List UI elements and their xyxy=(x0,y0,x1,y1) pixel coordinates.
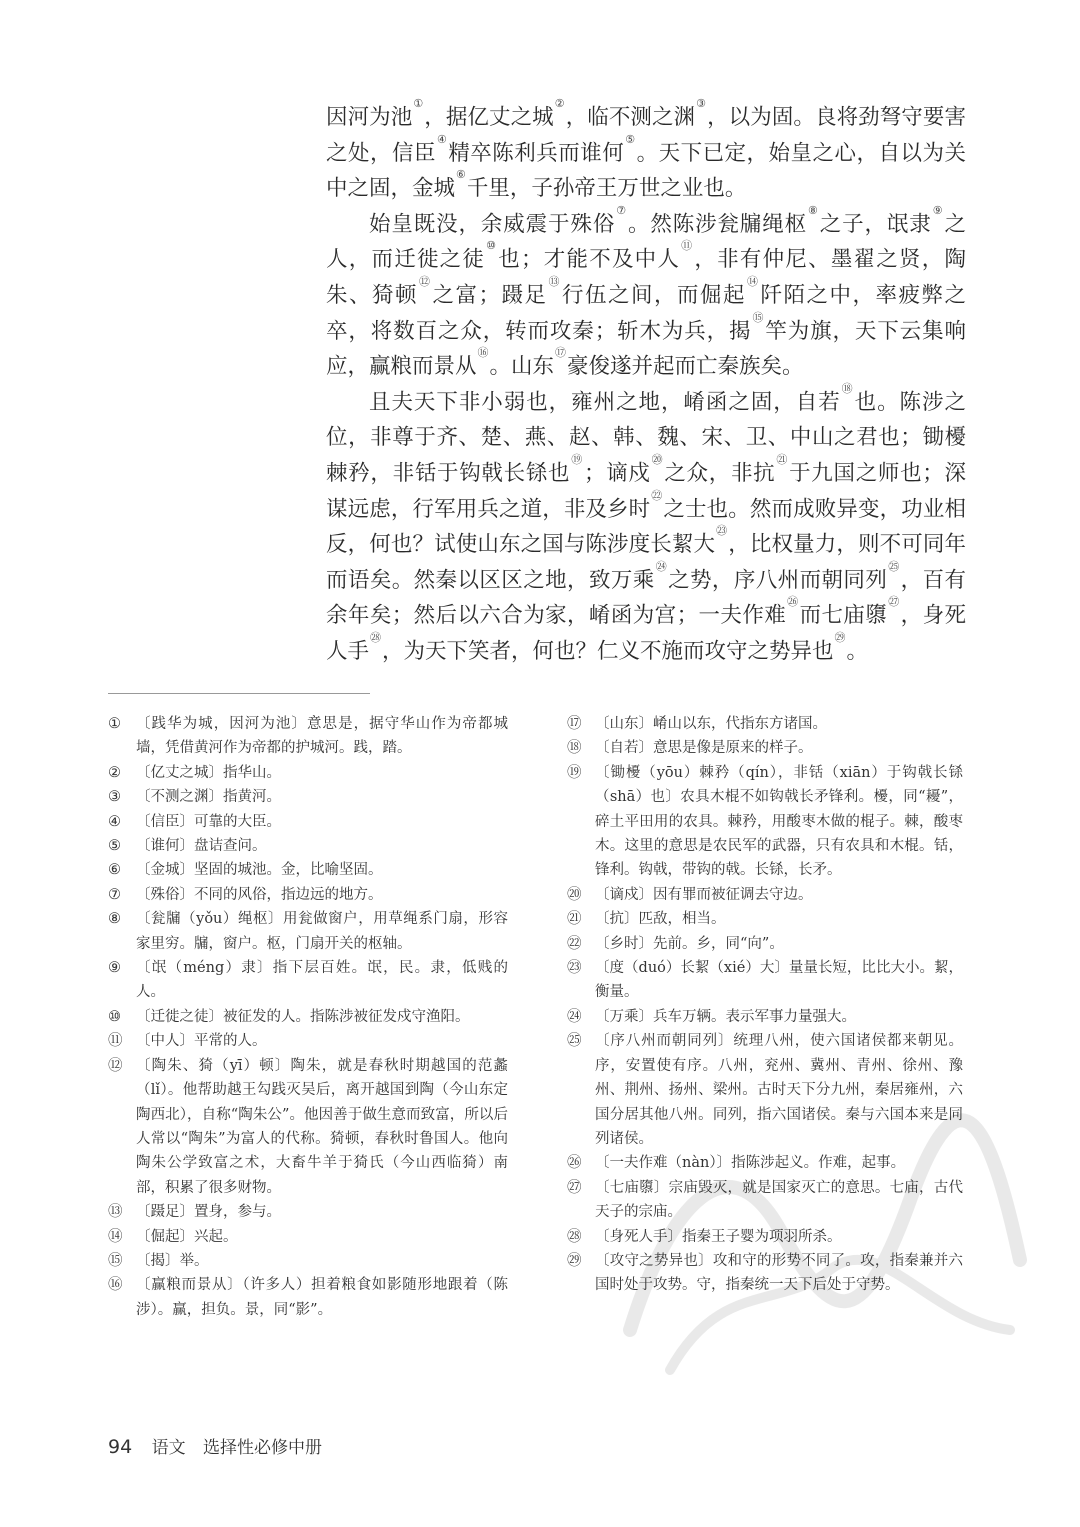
footnote-number: ① xyxy=(108,716,121,732)
footnote-number: ⑥ xyxy=(108,862,121,879)
text-segment: 豪俊遂并起而亡秦族矣。 xyxy=(567,354,804,380)
footnote-number: ㉒ xyxy=(567,935,582,952)
footnote-number: ⑱ xyxy=(567,740,582,757)
footnote-number: ㉑ xyxy=(567,911,582,928)
text-segment: ，百有余年矣；然后以六合为家，崤函为宫；一夫作难 xyxy=(326,567,966,629)
text-segment: 之势，序八州而朝同列 xyxy=(668,567,888,593)
footnote-marker: ⑥ xyxy=(456,168,466,182)
footnote-text: 〔陶朱、猗（yī）顿〕陶朱，就是春秋时期越国的范蠡（lǐ）。他帮助越王勾践灭吴后，离开越国到陶（今山东定陶西北），自称“陶朱公”。他因善于做生意而致富，所以后人常以“陶朱”为富人的代称。猗顿，春秋时鲁国人。他向陶朱公学致富之术，大畜牛羊于猗氏（今山西临猗）南部，积累了很多财物。 xyxy=(136,1057,508,1196)
footnote-number: ⑬ xyxy=(108,1204,123,1221)
footnote-number: ⑮ xyxy=(108,1252,123,1269)
footnote-text: 〔倔起〕兴起。 xyxy=(136,1228,238,1245)
text-segment: 因河为池 xyxy=(326,105,413,130)
footnote-item xyxy=(567,1151,963,1175)
footnote-item xyxy=(567,932,963,956)
footnote-item xyxy=(108,1225,508,1249)
notes-right-column xyxy=(567,712,963,1298)
text-segment: 阡陌之中，率疲弊之卒，将数百之众，转而攻秦；斩木为兵，揭 xyxy=(326,282,966,344)
footnote-item xyxy=(567,712,963,736)
footnote-number: ② xyxy=(108,764,121,781)
footnote-marker: ㉘ xyxy=(370,630,382,644)
footnote-text: 〔殊俗〕不同的风俗，指边远的地方。 xyxy=(136,886,383,903)
footnote-item xyxy=(567,956,963,1005)
footnote-text: 〔瓮牖（yǒu）绳枢〕用瓮做窗户，用草绳系门扇，形容家里穷。牖，窗户。枢，门扇开关的枢轴。 xyxy=(136,911,508,952)
footnote-item xyxy=(108,712,508,761)
footnote-item xyxy=(567,1005,963,1029)
footnote-text: 〔身死人手〕指秦王子婴为项羽所杀。 xyxy=(595,1228,842,1245)
footnote-number: ㉖ xyxy=(567,1155,582,1172)
footnote-number: ⑲ xyxy=(567,764,582,781)
text-segment: 始皇既没，余威震于殊俗 xyxy=(369,211,616,237)
footnote-number: ⑦ xyxy=(108,886,121,903)
footnote-number: ㉓ xyxy=(567,960,582,977)
footnote-text: 〔抗〕匹敌，相当。 xyxy=(595,911,726,928)
footnote-marker: ㉑ xyxy=(776,452,789,466)
footnote-item xyxy=(108,956,508,1005)
footnote-marker: ㉗ xyxy=(888,595,900,609)
footnote-item xyxy=(108,1029,508,1053)
footnote-item xyxy=(108,834,508,858)
notes-left-column xyxy=(108,712,508,1322)
footnote-item xyxy=(108,1054,508,1200)
footnote-marker: ⑬ xyxy=(548,274,561,288)
text-segment: 。 xyxy=(846,638,869,664)
footnote-text: 〔度（duó）长絜（xié）大〕量量长短，比比大小。絜，衡量。 xyxy=(595,960,963,1001)
footnote-text: 〔攻守之势异也〕攻和守的形势不同了。攻，指秦兼并六国时处于攻势。守，指秦统一天下后处于守势。 xyxy=(595,1252,963,1294)
footnote-text: 〔七庙隳〕宗庙毁灭，就是国家灭亡的意思。七庙，古代天子的宗庙。 xyxy=(595,1179,963,1221)
footnote-item xyxy=(108,1200,508,1224)
book-title: 选择性必修中册 xyxy=(203,1438,322,1458)
footnote-item xyxy=(567,1029,963,1151)
footnote-text: 〔金城〕坚固的城池。金，比喻坚固。 xyxy=(136,862,383,879)
footnote-number: ㉘ xyxy=(567,1228,582,1245)
footnote-item xyxy=(567,883,963,907)
footnote-marker: ㉙ xyxy=(834,630,846,644)
text-segment: 也；才能不及中人 xyxy=(498,247,681,273)
footnote-number: ③ xyxy=(108,789,121,806)
footnote-number: ⑳ xyxy=(567,886,582,903)
text-segment: ；谪戍 xyxy=(583,460,651,486)
footnote-number: ㉔ xyxy=(567,1008,582,1025)
text-segment: 行伍之间，而倔起 xyxy=(562,282,746,308)
footnote-marker: ㉔ xyxy=(655,559,668,573)
subject-label: 语文 xyxy=(151,1438,186,1458)
footnote-text: 〔践华为城，因河为池〕意思是，据守华山作为帝都城墙，凭借黄河作为帝都的护城河。践，踏。 xyxy=(136,716,508,757)
text-segment: 。然陈涉瓮牖绳枢 xyxy=(627,211,808,237)
footnote-marker: ⑱ xyxy=(841,381,854,395)
footnote-marker: ⑭ xyxy=(746,274,760,288)
paragraph-1 xyxy=(326,97,966,207)
text-segment: ，比权量力，则不可同年而语矣。然秦以区区之地，致万乘 xyxy=(326,532,966,593)
text-segment: 竿为旗，天下云集响应，赢粮而景从 xyxy=(326,318,966,380)
footnote-text: 〔锄櫌（yōu）棘矜（qín），非铦（xiān）于钩戟长铩（shā）也〕农具木棍不如钩戟长矛锋利。櫌，同“耰”，碎土平田用的农具。棘矜，用酸枣木做的棍子。棘，酸枣木。这里的意思是农民军的武器，只有农具和木棍。铦，锋利。钩戟，带钩的戟。长铩，长矛。 xyxy=(595,764,963,879)
text-segment: 千里，子孙帝王万世之业也。 xyxy=(466,176,747,202)
text-segment: ，非有仲尼、墨翟之贤，陶朱、猗顿 xyxy=(326,247,966,308)
footnote-item xyxy=(567,1176,963,1225)
footnote-number: ⑫ xyxy=(108,1057,123,1074)
footnote-number: ⑧ xyxy=(108,911,121,928)
footnote-marker: ③ xyxy=(696,97,707,110)
text-segment: 。山东 xyxy=(489,354,555,380)
footnote-item xyxy=(567,1249,963,1298)
footnote-text: 〔山东〕崤山以东，代指东方诸国。 xyxy=(595,716,827,732)
footnote-text: 〔赢粮而景从〕（许多人）担着粮食如影随形地跟着（陈涉）。赢，担负。景，同“影”。 xyxy=(136,1277,508,1318)
footnote-marker: ⑲ xyxy=(571,452,583,466)
footnote-text: 〔不测之渊〕指黄河。 xyxy=(136,789,281,806)
text-segment: 之子，氓隶 xyxy=(819,211,932,237)
footnote-marker: ⑳ xyxy=(651,452,664,466)
text-segment: ，以为固。良将劲弩守要害之处，信臣 xyxy=(326,105,966,166)
footnote-marker: ④ xyxy=(436,132,448,146)
footnote-item xyxy=(108,761,508,785)
footnote-item xyxy=(108,883,508,907)
footnote-marker: ② xyxy=(554,97,565,110)
footnote-item xyxy=(108,907,508,956)
text-segment: ，据亿丈之城 xyxy=(424,105,554,130)
text-segment: ，身死人手 xyxy=(326,603,966,664)
footnote-marker: ⑫ xyxy=(419,274,432,288)
footnote-marker: ㉓ xyxy=(716,524,728,538)
footnote-number: ⑰ xyxy=(567,716,582,732)
footnote-marker: ㉕ xyxy=(888,559,900,573)
footnote-marker: ⑧ xyxy=(808,203,819,217)
footnote-marker: ⑦ xyxy=(616,203,627,217)
footnote-text: 〔谁何〕盘诘查问。 xyxy=(136,838,267,855)
footnote-marker: ⑩ xyxy=(486,239,498,253)
footnote-marker: ㉖ xyxy=(787,595,799,609)
footnote-item xyxy=(108,1273,508,1322)
footnote-number: ⑪ xyxy=(108,1033,123,1050)
footnote-text: 〔谪戍〕因有罪而被征调去守边。 xyxy=(595,886,813,903)
text-segment: 且夫天下非小弱也，雍州之地，崤函之固，自若 xyxy=(369,389,841,415)
footnote-text: 〔蹑足〕置身，参与。 xyxy=(136,1204,281,1221)
text-segment: ，为天下笑者，何也？仁义不施而攻守之势异也 xyxy=(382,638,834,664)
text-segment: 于九国之师也；深谋远虑，行军用兵之道，非及乡时 xyxy=(326,460,967,522)
footnote-text: 〔氓（méng）隶〕指下层百姓。氓，民。隶，低贱的人。 xyxy=(136,960,508,1001)
footnote-item xyxy=(567,736,963,760)
footnote-marker: ① xyxy=(413,97,424,110)
main-text xyxy=(326,97,967,670)
footnote-text: 〔一夫作难（nàn）〕指陈涉起义。作难，起事。 xyxy=(595,1155,906,1172)
page-footer xyxy=(108,1433,322,1458)
footnote-marker: ⑨ xyxy=(932,203,944,217)
footnote-text: 〔信臣〕可靠的大臣。 xyxy=(136,813,281,830)
footnote-number: ㉗ xyxy=(567,1179,582,1196)
footnote-number: ⑯ xyxy=(108,1277,123,1294)
page-number: 94 xyxy=(108,1436,133,1458)
footnote-number: ⑨ xyxy=(108,960,121,977)
footnote-text: 〔中人〕平常的人。 xyxy=(136,1033,267,1050)
footnote-item xyxy=(108,810,508,834)
footnote-marker: ⑮ xyxy=(752,310,765,324)
footnote-number: ㉕ xyxy=(567,1033,582,1050)
text-segment: 之众，非抗 xyxy=(664,460,776,486)
text-segment: 而七庙隳 xyxy=(799,603,888,629)
footnote-text: 〔自若〕意思是像是原来的样子。 xyxy=(595,740,813,757)
footnote-text: 〔序八州而朝同列〕统理八州，使六国诸侯都来朝见。序，安置使有序。八州，兖州、冀州、青州、徐州、豫州、荆州、扬州、梁州。古时天下分九州，秦居雍州，六国分居其他八州。同列，指六国诸侯。秦与六国本来是同列诸侯。 xyxy=(595,1033,963,1147)
footnote-marker: ⑯ xyxy=(477,346,489,360)
footnote-item xyxy=(567,761,963,883)
footnote-number: ④ xyxy=(108,813,121,830)
text-segment: 。天下已定，始皇之心，自以为关中之固，金城 xyxy=(326,140,966,202)
text-segment: 之士也。然而成败异变，功业相反，何也？试使山东之国与陈涉度长絜大 xyxy=(326,496,966,558)
footnote-text: 〔迁徙之徒〕被征发的人。指陈涉被征发戍守渔阳。 xyxy=(136,1008,470,1025)
footnote-divider xyxy=(108,693,370,694)
footnote-item xyxy=(108,1249,508,1273)
footnote-item xyxy=(567,907,963,931)
footnote-item xyxy=(108,785,508,809)
footnote-item xyxy=(567,1225,963,1249)
paragraph-2 xyxy=(326,203,966,385)
footnote-text: 〔万乘〕兵车万辆。表示军事力量强大。 xyxy=(595,1008,856,1025)
text-segment: 精卒陈利兵而谁何 xyxy=(448,140,625,166)
text-segment: 也。陈涉之位，非尊于齐、楚、燕、赵、韩、魏、宋、卫、中山之君也；锄櫌棘矜，非铦于钩戟长铩也 xyxy=(326,389,966,486)
text-segment: ，临不测之渊 xyxy=(565,105,696,130)
footnote-marker: ⑪ xyxy=(681,239,694,253)
footnote-text: 〔揭〕举。 xyxy=(136,1252,209,1269)
footnote-item xyxy=(108,1005,508,1029)
paragraph-3 xyxy=(326,381,967,670)
footnote-number: ㉙ xyxy=(567,1252,582,1269)
footnote-number: ⑤ xyxy=(108,838,121,855)
footnote-text: 〔乡时〕先前。乡，同“向”。 xyxy=(595,935,784,952)
footnote-marker: ⑰ xyxy=(555,346,567,360)
footnote-item xyxy=(108,858,508,882)
footnote-marker: ㉒ xyxy=(651,488,663,502)
footnote-number: ⑩ xyxy=(108,1008,121,1025)
footnote-text: 〔亿丈之城〕指华山。 xyxy=(136,764,281,781)
footnote-marker: ⑤ xyxy=(625,132,636,146)
text-segment: 之人，而迁徙之徒 xyxy=(326,211,966,273)
footnote-number: ⑭ xyxy=(108,1228,123,1245)
text-segment: 之富；蹑足 xyxy=(432,282,548,308)
